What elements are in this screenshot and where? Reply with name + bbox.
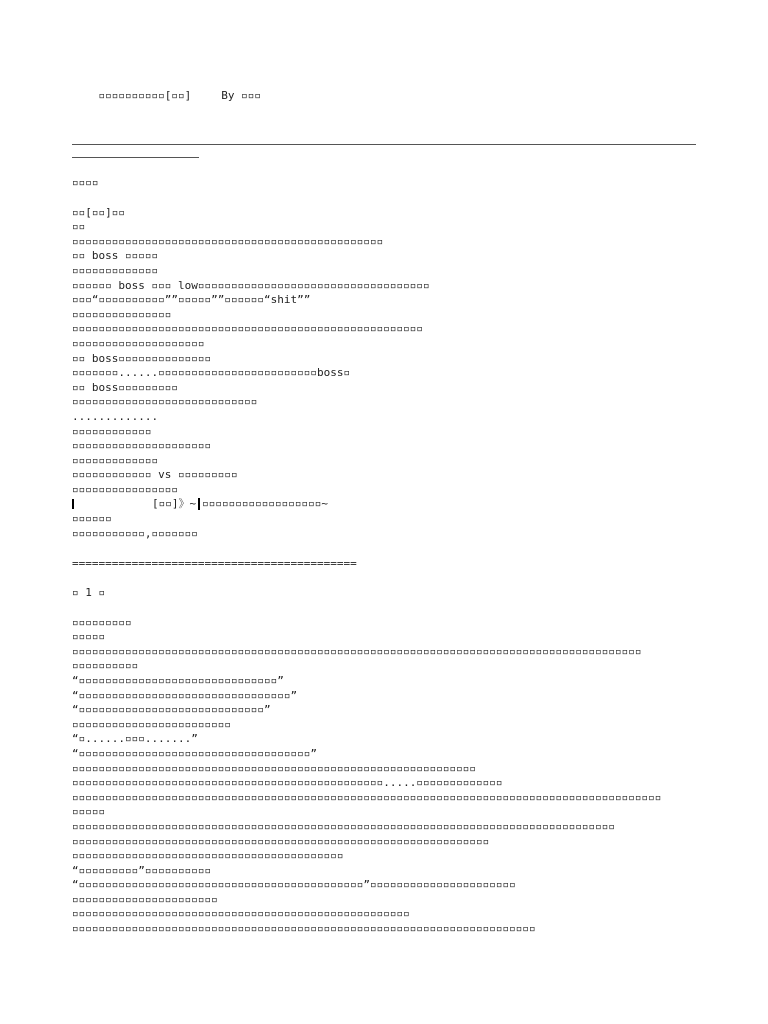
- text-cursor-icon: [198, 498, 200, 510]
- text-line: ▫▫▫▫▫▫▫▫▫▫▫▫▫▫▫▫▫▫▫▫▫▫▫▫▫▫▫▫▫▫▫▫▫▫▫▫▫▫▫▫▫▫▫▫▫▫▫▫▫▫▫▫▫▫▫▫▫▫▫▫▫: [72, 761, 476, 775]
- text-line: ▫▫ boss ▫▫▫▫▫: [72, 249, 159, 263]
- text-line: ▫▫▫▫▫▫▫▫▫▫▫▫▫: [72, 263, 159, 277]
- separator-line: [72, 557, 712, 572]
- text-line: ▫▫ boss▫▫▫▫▫▫▫▫▫: [72, 380, 178, 394]
- horizontal-rule: [72, 144, 696, 145]
- text-line: ▫▫▫▫▫▫▫▫▫▫▫▫▫▫▫▫▫▫▫▫▫▫▫▫▫▫▫▫▫▫▫▫▫▫▫▫▫▫▫▫▫▫▫▫▫▫▫: [72, 234, 384, 248]
- text-line: “▫▫▫▫▫▫▫▫▫▫▫▫▫▫▫▫▫▫▫▫▫▫▫▫▫▫▫▫▫▫▫▫▫▫▫▫▫▫▫▫▫▫▫”▫▫▫▫▫▫▫▫▫▫▫▫▫▫▫▫▫▫▫▫▫▫: [72, 878, 516, 892]
- text-line: ▫▫[▫▫]▫▫: [72, 205, 125, 219]
- text-line: “▫▫▫▫▫▫▫▫▫▫▫▫▫▫▫▫▫▫▫▫▫▫▫▫▫▫▫▫▫▫”: [72, 673, 284, 687]
- text-line: ▫▫▫▫▫▫▫▫▫▫▫▫▫▫▫▫▫▫▫▫▫▫▫▫▫▫▫▫▫▫▫▫▫▫▫▫▫▫▫▫▫▫▫▫▫▫▫▫▫▫▫▫▫▫▫▫▫▫▫▫▫▫▫: [72, 834, 490, 848]
- title-line: [72, 72, 696, 102]
- author-byline: By ▫▫▫: [221, 89, 261, 102]
- cursor-line: [72, 497, 712, 512]
- text-line: .............: [72, 409, 159, 423]
- horizontal-rule-short: [72, 157, 199, 158]
- text-line: ▫▫▫▫▫▫▫▫▫▫▫▫▫▫▫▫▫▫▫▫▫▫▫▫▫▫▫▫▫▫▫▫▫▫▫▫▫▫▫▫▫▫▫▫▫▫▫▫▫▫▫▫▫: [72, 322, 423, 336]
- text-line: ▫▫▫▫▫▫▫▫▫▫▫▫▫▫▫▫▫▫▫▫▫▫▫▫▫▫▫▫▫▫▫▫▫▫▫▫▫▫▫▫▫: [72, 849, 344, 863]
- text-line: ▫▫▫▫▫▫▫▫▫▫▫▫▫▫▫▫▫▫▫▫: [72, 336, 205, 350]
- text-line: ▫▫▫▫▫▫▫▫▫▫▫▫▫▫▫▫▫▫▫▫▫▫▫▫▫▫▫▫: [72, 395, 258, 409]
- text-line: ▫▫▫▫▫▫▫▫▫▫▫▫▫▫▫▫▫▫▫▫▫▫▫▫▫▫▫▫▫▫▫▫▫▫▫▫▫▫▫▫▫▫▫▫▫▫▫▫▫▫▫: [72, 907, 410, 921]
- intro-heading: ▫▫▫▫: [72, 176, 99, 189]
- document-title: ▫▫▫▫▫▫▫▫▫▫[▫▫]: [98, 89, 192, 102]
- text-line: “▫▫▫▫▫▫▫▫▫▫▫▫▫▫▫▫▫▫▫▫▫▫▫▫▫▫▫▫▫▫▫▫▫▫▫”: [72, 746, 318, 760]
- chapter-lines: [72, 616, 712, 937]
- text-line: ▫▫▫▫▫▫▫▫▫▫▫▫▫▫▫▫▫▫▫▫▫▫▫▫▫▫▫▫▫▫▫▫▫▫▫▫▫▫▫▫▫▫▫▫▫▫▫.....▫▫▫▫▫▫▫▫▫▫▫▫▫: [72, 776, 503, 790]
- text-line: ▫▫▫“▫▫▫▫▫▫▫▫▫▫””▫▫▫▫▫””▫▫▫▫▫▫“shit””: [72, 293, 311, 307]
- text-line: ▫▫▫▫▫▫▫▫▫▫▫▫: [72, 424, 152, 438]
- text-line: ▫▫▫▫▫▫▫▫▫▫▫,▫▫▫▫▫▫▫: [72, 526, 198, 540]
- cursor-line-b: ▫▫▫▫▫▫▫▫▫▫▫▫▫▫▫▫▫▫~: [202, 497, 328, 511]
- chapter-section: [72, 586, 712, 937]
- text-line: ▫▫: [72, 220, 86, 234]
- text-line: ▫▫▫▫▫: [72, 630, 106, 644]
- intro-section: [72, 176, 712, 541]
- text-line: ▫▫▫▫▫▫▫▫▫▫▫▫▫▫▫▫: [72, 482, 178, 496]
- text-line: ▫▫▫▫▫▫▫▫▫▫▫▫▫▫▫▫▫▫▫▫▫▫▫▫▫▫▫▫▫▫▫▫▫▫▫▫▫▫▫▫▫▫▫▫▫▫▫▫▫▫▫▫▫▫▫▫▫▫▫▫▫▫▫▫▫▫▫▫▫▫▫▫▫▫▫▫▫▫▫▫▫▫▫▫▫▫▫▫▫: [72, 790, 662, 804]
- text-line: ▫▫▫▫▫▫▫▫▫▫▫▫▫▫▫▫▫▫▫▫▫▫▫▫: [72, 717, 231, 731]
- text-line: ▫▫▫▫▫: [72, 805, 106, 819]
- text-line: “▫▫▫▫▫▫▫▫▫”▫▫▫▫▫▫▫▫▫▫: [72, 863, 212, 877]
- text-line: ▫▫▫▫▫▫▫▫▫▫▫▫▫: [72, 453, 159, 467]
- document-page: [72, 72, 696, 936]
- text-line: ▫▫▫▫▫▫▫▫▫▫▫▫▫▫▫▫▫▫▫▫▫▫▫▫▫▫▫▫▫▫▫▫▫▫▫▫▫▫▫▫▫▫▫▫▫▫▫▫▫▫▫▫▫▫▫▫▫▫▫▫▫▫▫▫▫▫▫▫▫▫: [72, 922, 536, 936]
- text-line: ▫▫▫▫▫▫▫▫▫▫▫▫▫▫▫▫▫▫▫▫▫▫▫▫▫▫▫▫▫▫▫▫▫▫▫▫▫▫▫▫▫▫▫▫▫▫▫▫▫▫▫▫▫▫▫▫▫▫▫▫▫▫▫▫▫▫▫▫▫▫▫▫▫▫▫▫▫▫▫▫▫▫▫▫▫▫: [72, 644, 642, 658]
- cursor-line-a: [▫▫]》~: [152, 497, 197, 511]
- text-line: ▫▫▫▫▫▫: [72, 512, 112, 526]
- text-line: “▫......▫▫▫.......”: [72, 732, 198, 746]
- text-line: ▫▫▫▫▫▫▫▫▫▫▫▫▫▫▫: [72, 307, 172, 321]
- intro-lines: [72, 206, 712, 498]
- intro-tail-lines: [72, 512, 712, 541]
- separator: ===========================================: [72, 557, 357, 570]
- chapter-heading: ▫ 1 ▫: [72, 586, 106, 599]
- text-line: ▫▫▫▫▫▫▫▫▫▫▫▫▫▫▫▫▫▫▫▫▫▫: [72, 892, 218, 906]
- text-line: ▫▫ boss▫▫▫▫▫▫▫▫▫▫▫▫▫▫: [72, 351, 212, 365]
- text-line: ▫▫▫▫▫▫ boss ▫▫▫ low▫▫▫▫▫▫▫▫▫▫▫▫▫▫▫▫▫▫▫▫▫▫▫▫▫▫▫▫▫▫▫▫▫▫▫: [72, 278, 430, 292]
- text-cursor-icon: [72, 499, 74, 509]
- text-line: “▫▫▫▫▫▫▫▫▫▫▫▫▫▫▫▫▫▫▫▫▫▫▫▫▫▫▫▫”: [72, 703, 271, 717]
- text-line: ▫▫▫▫▫▫▫▫▫▫▫▫ vs ▫▫▫▫▫▫▫▫▫: [72, 468, 238, 482]
- text-line: ▫▫▫▫▫▫▫▫▫▫: [72, 659, 139, 673]
- text-line: ▫▫▫▫▫▫▫▫▫▫▫▫▫▫▫▫▫▫▫▫▫▫▫▫▫▫▫▫▫▫▫▫▫▫▫▫▫▫▫▫▫▫▫▫▫▫▫▫▫▫▫▫▫▫▫▫▫▫▫▫▫▫▫▫▫▫▫▫▫▫▫▫▫▫▫▫▫▫▫▫▫▫: [72, 819, 616, 833]
- text-line: “▫▫▫▫▫▫▫▫▫▫▫▫▫▫▫▫▫▫▫▫▫▫▫▫▫▫▫▫▫▫▫▫”: [72, 688, 298, 702]
- text-line: ▫▫▫▫▫▫▫......▫▫▫▫▫▫▫▫▫▫▫▫▫▫▫▫▫▫▫▫▫▫▫▫boss▫: [72, 366, 351, 380]
- text-line: ▫▫▫▫▫▫▫▫▫: [72, 615, 132, 629]
- text-line: ▫▫▫▫▫▫▫▫▫▫▫▫▫▫▫▫▫▫▫▫▫: [72, 439, 212, 453]
